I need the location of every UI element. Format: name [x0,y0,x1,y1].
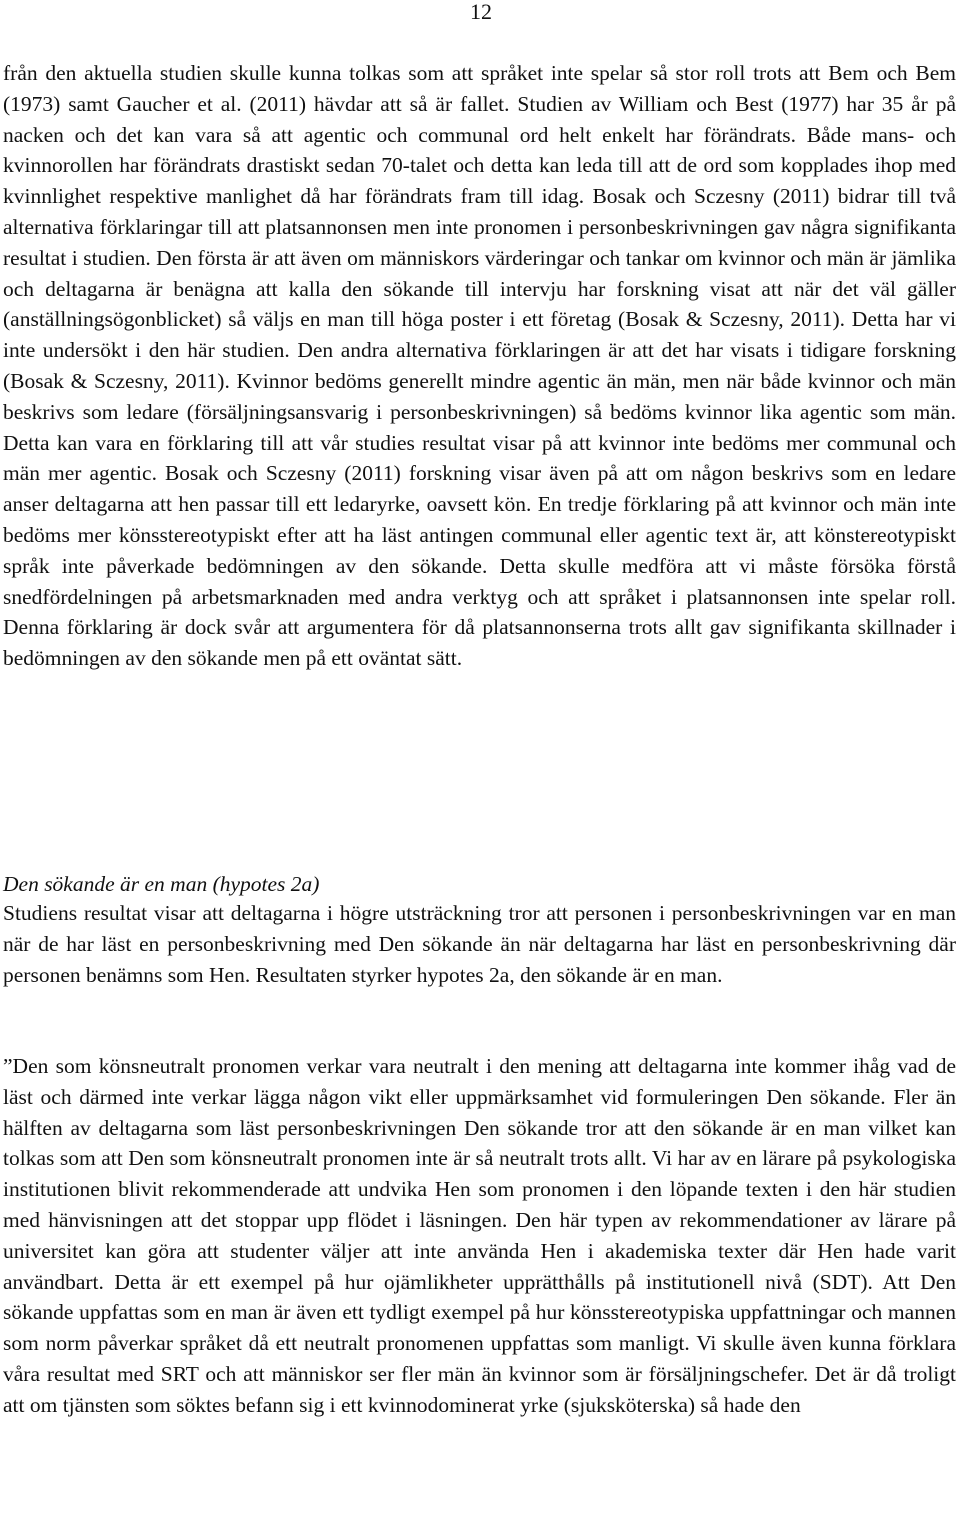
body-paragraph: ”Den som könsneutralt pronomen verkar vara neutralt i den mening att deltagarna inte kommer ihåg vad de läst och därmed inte verkar lägga någon vikt eller uppmärksamhet vid formuleringen Den sökande. Fler än hälften av deltagarna som läst personbeskrivningen Den sökande tror att den sökande är en man vilket kan tolkas som att Den som könsneutralt pronomen inte är så neutralt trots allt. Vi har av en lärare på psykologiska institutionen blivit rekommenderade att undvika Hen som pronomen i den löpande texten i den här studien med hänvisningen att det stoppar upp flödet i läsningen. Den här typen av rekommendationer av lärare på universitet kan göra att studenter väljer att inte använda Hen i akademiska texter där Hen hade varit användbart. Detta är ett exempel på hur ojämlikheter upprätthålls på institutionell nivå (SDT). Att Den sökande uppfattas som en man är även ett tydligt exempel på hur könsstereotypiska uppfattningar och mannen som norm påverkar språket då ett neutralt pronomenen uppfattas som manligt. Vi skulle även kunna förklara våra resultat med SRT och att människor ser fler män än kvinnor som är försäljningschefer. Det är då troligt att om tjänsten som söktes befann sig i ett kvinnodominerat yrke (sjuksköterska) så hade den [3,1054,956,1417]
body-paragraph: Studiens resultat visar att deltagarna i högre utsträckning tror att personen i personbeskrivningen var en man när de har läst en personbeskrivning med Den sökande än när deltagarna har läst en personbeskrivning där personen benämns som Hen. Resultaten styrker hypotes 2a, den sökande är en man. [3,901,956,987]
page-number: 12 [470,0,492,24]
section-heading: Den sökande är en man (hypotes 2a) [3,872,320,896]
body-paragraph: från den aktuella studien skulle kunna tolkas som att språket inte spelar så stor roll trots att Bem och Bem (1973) samt Gaucher et al. (2011) hävdar att så är fallet. Studien av William och Best (1977) har 35 år på nacken och det kan vara så att agentic och communal ord helt enkelt har förändrats. Både mans- och kvinnorollen har förändrats drastiskt sedan 70-talet och detta kan leda till att de ord som kopplades ihop med kvinnlighet respektive manlighet då har förändrats fram till idag. Bosak och Sczesny (2011) bidrar till två alternativa förklaringar till att platsannonsen men inte pronomen i personbeskrivningen gav några signifikanta resultat i studien. Den första är att även om människors värderingar och tankar om kvinnor och män är jämlika och deltagarna är benägna att kalla den sökande till intervju har forskning visat att när det väl gäller (anställningsögonblicket) så väljs en man till höga poster i ett företag (Bosak & Sczesny, 2011). Detta har vi inte undersökt i den här studien. Den andra alternativa förklaringen är att det har visats i tidigare forskning (Bosak & Sczesny, 2011). Kvinnor bedöms generellt mindre agentic än män, men när både kvinnor och män beskrivs som ledare (försäljningsansvarig i personbeskrivningen) så bedöms kvinnor lika agentic som män. Detta kan vara en förklaring till att vår studies resultat visar på att kvinnor inte bedöms mer communal och män mer agentic. Bosak och Sczesny (2011) forskning visar även på att om någon beskrivs som en ledare anser deltagarna att hen passar till ett ledaryrke, oavsett kön. En tredje förklaring på att kvinnor och män inte bedöms mer könsstereotypiskt efter att ha läst antingen communal eller agentic text är, att könstereotypiskt språk inte påverkade bedömningen av den sökande. Detta skulle medföra att vi måste försöka förstå snedfördelningen på arbetsmarknaden med andra verktyg och att språket i platsannonsen inte spelar roll. Denna förklaring är dock svår att argumentera för då platsannonserna trots allt gav signifikanta skillnader i bedömningen av den sökande men på ett oväntat sätt. [3,61,956,671]
